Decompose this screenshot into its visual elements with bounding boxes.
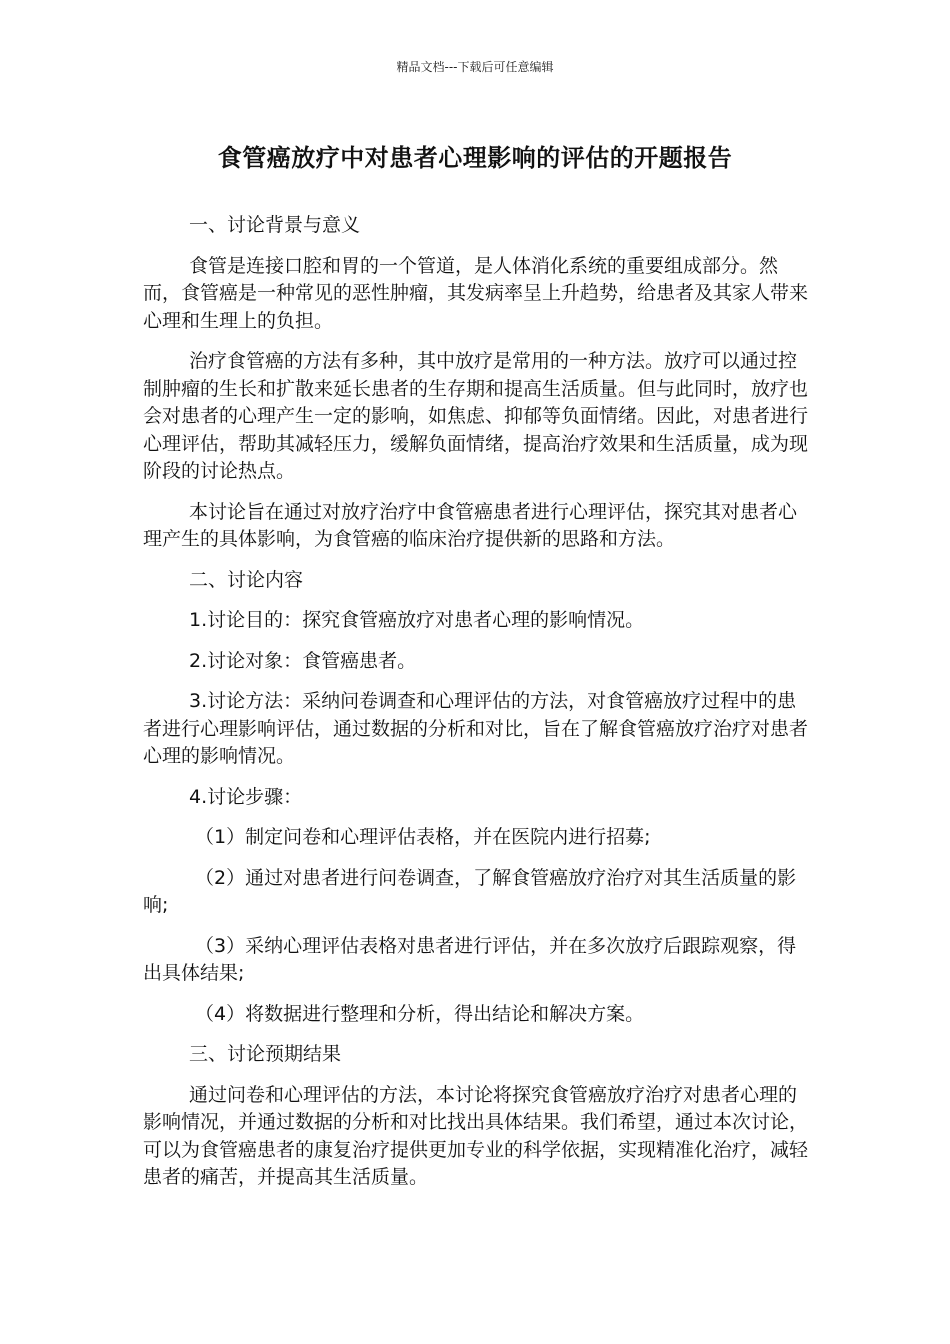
list-item-method: 3.讨论方法：采纳问卷调查和心理评估的方法，对食管癌放疗过程中的患者进行心理影响评估，通过数据的分析和对比，旨在了解食管癌放疗治疗对患者心理的影响情况。 [143,690,809,767]
body-paragraph: 食管是连接口腔和胃的一个管道，是人体消化系统的重要组成部分。然而，食管癌是一种常见的恶性肿瘤，其发病率呈上升趋势，给患者及其家人带来心理和生理上的负担。 [143,254,809,332]
step-item: （3）采纳心理评估表格对患者进行评估，并在多次放疗后跟踪观察，得出具体结果; [143,934,797,984]
step-item: （1）制定问卷和心理评估表格，并在医院内进行招募; [195,826,651,848]
list-item-purpose: 1.讨论目的：探究食管癌放疗对患者心理的影响情况。 [189,609,645,631]
body-paragraph: 本讨论旨在通过对放疗治疗中食管癌患者进行心理评估，探究其对患者心理产生的具体影响，为食管癌的临床治疗提供新的思路和方法。 [143,500,798,550]
section-heading-background: 一、讨论背景与意义 [189,214,361,236]
list-item-steps: 4.讨论步骤： [189,785,303,808]
step-item: （4）将数据进行整理和分析，得出结论和解决方案。 [195,1002,645,1025]
body-paragraph: 通过问卷和心理评估的方法，本讨论将探究食管癌放疗治疗对患者心理的影响情况，并通过数据的分析和对比找出具体结果。我们希望，通过本次讨论，可以为食管癌患者的康复治疗提供更加专业的科学依据，实现精准化治疗，减轻患者的痛苦，并提高其生活质量。 [143,1083,809,1188]
document-body [143,212,815,1205]
section-heading-content: 二、讨论内容 [189,568,304,591]
body-paragraph: 治疗食管癌的方法有多种，其中放疗是常用的一种方法。放疗可以通过控制肿瘤的生长和扩散来延长患者的生存期和提高生活质量。但与此同时，放疗也会对患者的心理产生一定的影响，如焦虑、抑郁等负面情绪。因此，对患者进行心理评估，帮助其减轻压力，缓解负面情绪，提高治疗效果和生活质量，成为现阶段的讨论热点。 [143,350,809,482]
document-title: 食管癌放疗中对患者心理影响的评估的开题报告 [217,144,733,172]
header-note: 精品文档---下载后可任意编辑 [396,60,554,74]
list-item-subjects: 2.讨论对象：食管癌患者。 [189,649,417,672]
section-heading-expected-results: 三、讨论预期结果 [189,1043,342,1065]
step-item: （2）通过对患者进行问卷调查，了解食管癌放疗治疗对其生活质量的影响; [143,866,797,916]
